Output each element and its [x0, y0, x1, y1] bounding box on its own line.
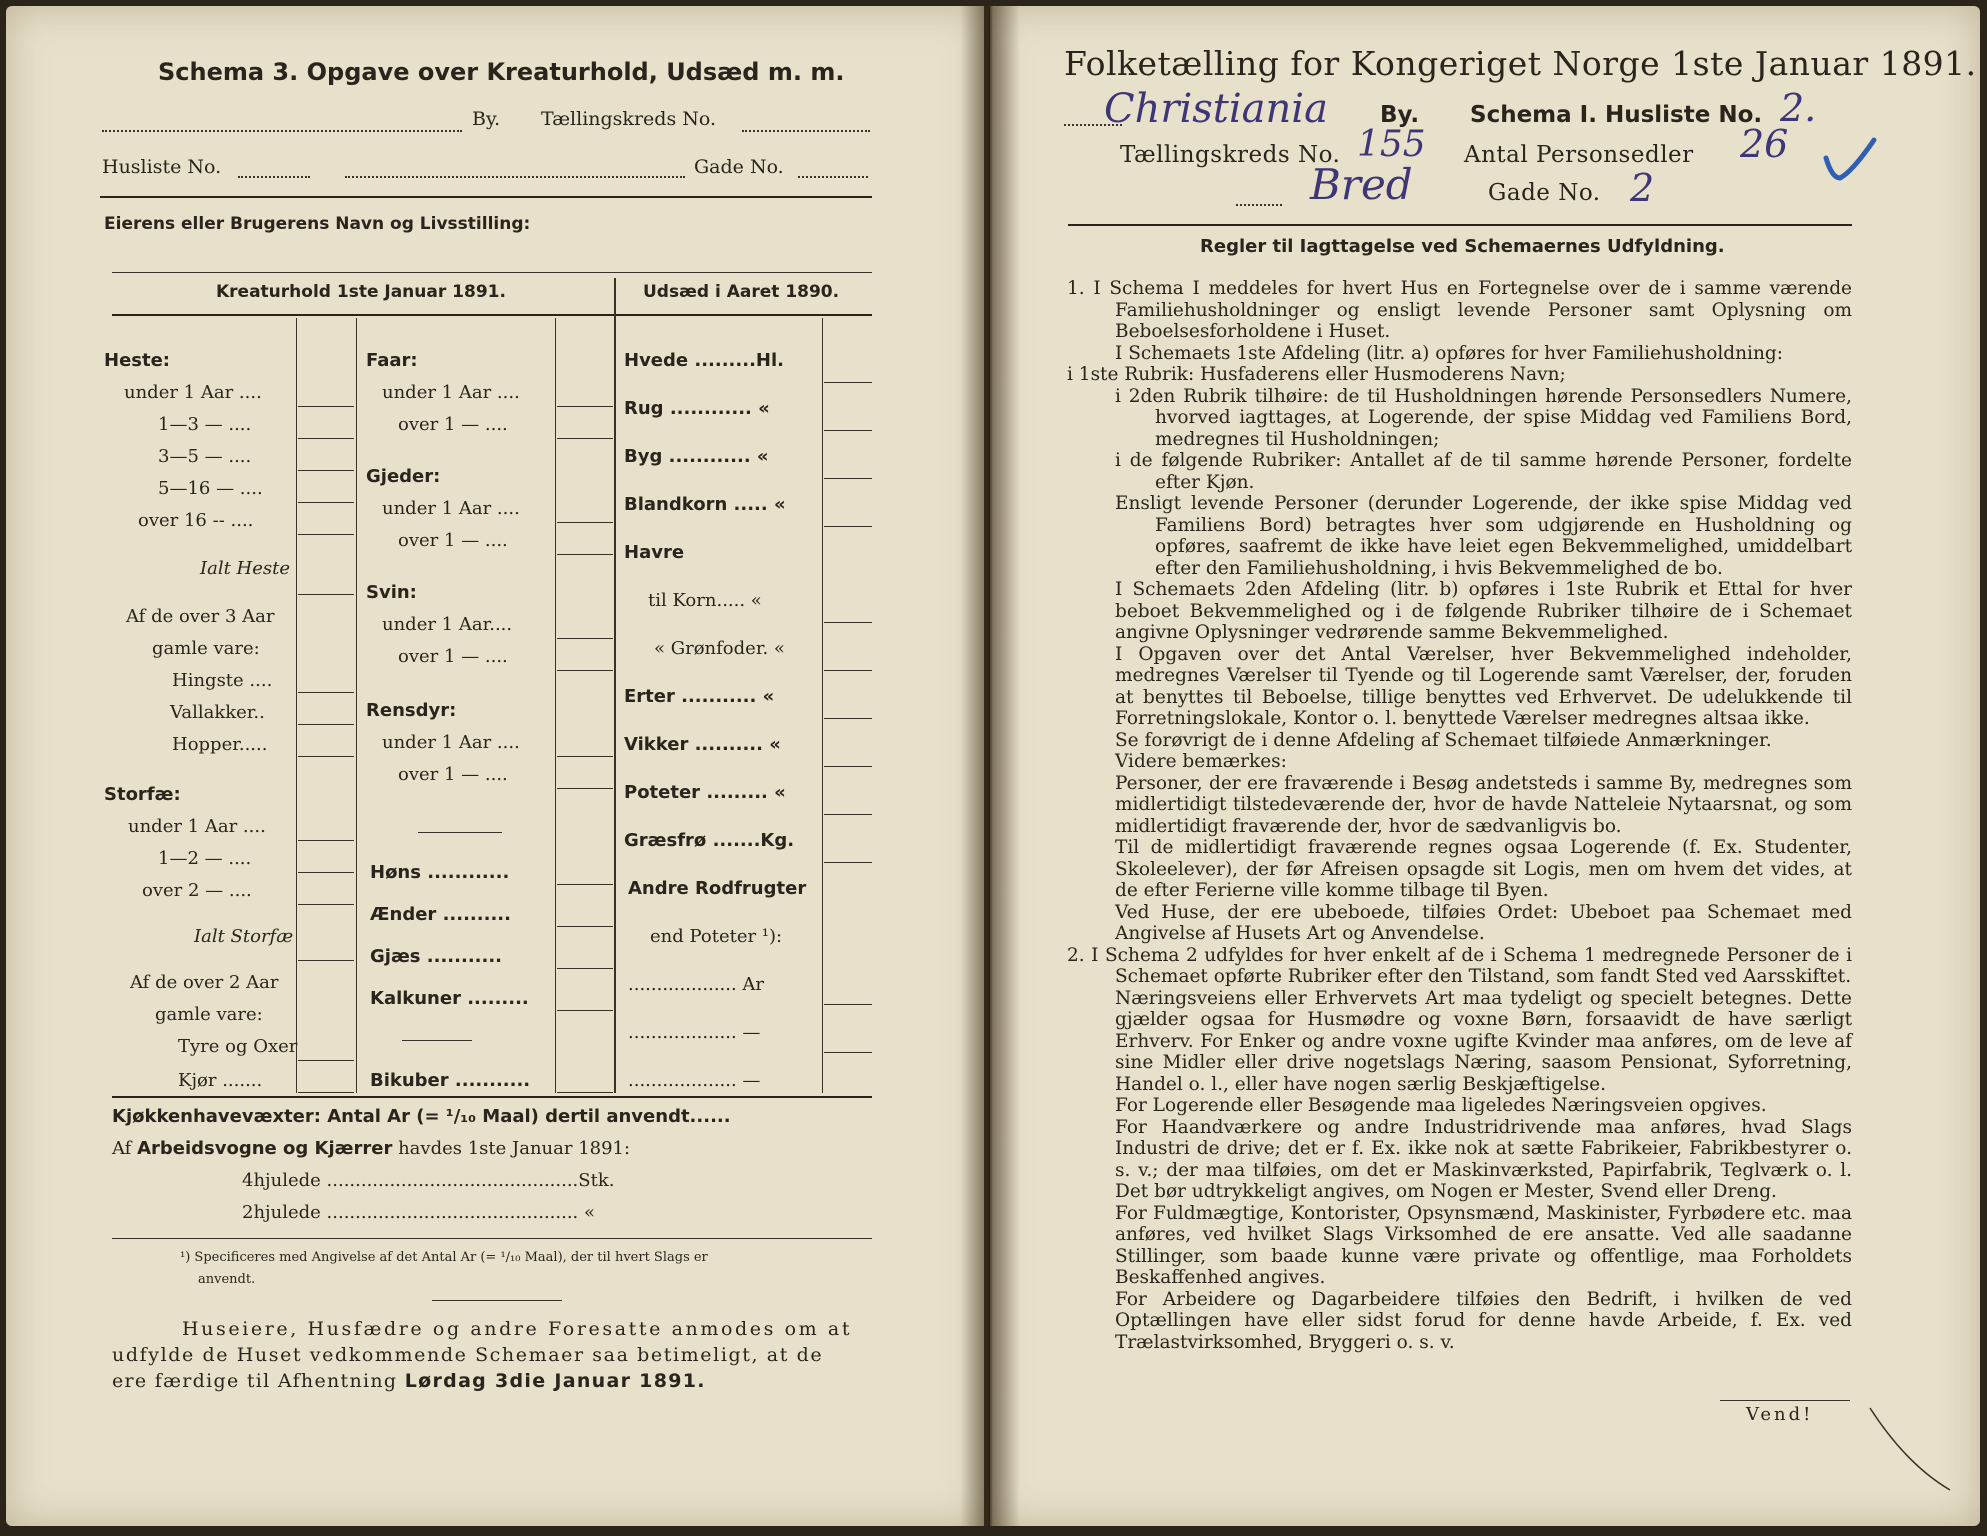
- entry-line: [557, 554, 613, 555]
- arbeidsvogne-pre: Af: [112, 1138, 138, 1159]
- entry-line: [557, 968, 613, 969]
- ar-line: ................... Ar: [628, 974, 765, 995]
- rule-paragraph: i de følgende Rubriker: Antallet af de til samme hørende Personer, fordelte efter Kjøn.: [1115, 450, 1852, 493]
- entry-line: [824, 1052, 872, 1053]
- entry-line: [557, 884, 613, 885]
- rensdyr-row: under 1 Aar ....: [382, 732, 520, 753]
- entry-line: [557, 756, 613, 757]
- closing3-bold: Lørdag 3die Januar 1891.: [404, 1370, 706, 1392]
- entry-line: [298, 534, 354, 535]
- arbeidsvogne-line: [112, 1138, 630, 1159]
- table-header-rule: [112, 314, 872, 316]
- entry-line: [298, 502, 354, 503]
- ialt-heste: Ialt Heste: [200, 558, 291, 579]
- rule-paragraph: For Logerende eller Besøgende maa ligeledes Næringsveien opgives.: [1115, 1095, 1767, 1116]
- by-label-right: By.: [1380, 102, 1420, 128]
- faar-heading: Faar:: [366, 350, 418, 371]
- gjeder-row: over 1 — ....: [398, 530, 508, 551]
- entry-line: [298, 470, 354, 471]
- entry-line: [557, 406, 613, 407]
- rule-paragraph: i 1ste Rubrik: Husfaderens eller Husmoderens Navn;: [1067, 364, 1566, 385]
- entry-line: [557, 522, 613, 523]
- header-rule: [100, 196, 872, 198]
- husliste-handwritten: 2.: [1780, 86, 1817, 130]
- taellingskreds-label-right: Tællingskreds No.: [1120, 142, 1341, 168]
- entry-line: [298, 756, 354, 757]
- by-field: [102, 130, 462, 132]
- storfae-row: over 2 — ....: [142, 880, 252, 901]
- kreaturhold-header: Kreaturhold 1ste Januar 1891.: [216, 282, 506, 302]
- right-header-rule: [1068, 224, 1852, 226]
- entry-line: [824, 814, 872, 815]
- schema1-label: Schema I. Husliste No.: [1470, 102, 1763, 128]
- closing-line1: Huseiere, Husfædre og andre Foresatte anmodes om at: [182, 1318, 853, 1340]
- bikuber-row: Bikuber ...........: [370, 1070, 531, 1091]
- rule-paragraph: For Arbeidere og Dagarbeidere tilføies den Bedrift, i hvilken de ved Optællingen have eller sidst forud for denne havde Arbeide, f. Ex. ved Trælastvirksomhed, Bryggeri o. s. v.: [1115, 1288, 1852, 1353]
- af-over3-line1: Af de over 3 Aar: [126, 606, 275, 627]
- entry-line: [298, 840, 354, 841]
- entry-line: [824, 718, 872, 719]
- to-hjulede-row: 2hjulede ............................................ «: [242, 1202, 596, 1223]
- af-over3-line2: gamle vare:: [152, 638, 260, 659]
- havre-heading: Havre: [624, 542, 685, 563]
- gade-label-right: Gade No.: [1488, 180, 1601, 206]
- by-handwritten: Christiania: [1104, 86, 1328, 132]
- entry-line: [557, 638, 613, 639]
- udsaed-header: Udsæd i Aaret 1890.: [643, 282, 840, 302]
- page-fold: [960, 6, 1020, 1526]
- blandkorn-row: Blandkorn ..... «: [624, 494, 786, 515]
- rug-row: Rug ............ «: [624, 398, 770, 419]
- col3-value-line: [822, 318, 823, 1093]
- rule-paragraph: For Fuldmægtige, Kontorister, Opsynsmænd, Maskinister, Fyrbødere etc. maa anføres, ved hvilket Slags Virksomhed de ere ansatte. Ved alle saadanne Stillinger, som baade kunne være private og offentlige, maa Forholdets Beskaffenhed angives.: [1115, 1202, 1852, 1288]
- af-over2-line2: gamle vare:: [155, 1004, 263, 1025]
- table-divider: [614, 278, 616, 1093]
- end-poteter: end Poteter ¹):: [650, 926, 783, 947]
- closing-line2: udfylde de Huset vedkommende Schemaer saa betimeligt, at de: [112, 1344, 824, 1366]
- aender-row: Ænder ..........: [370, 904, 511, 925]
- gjeder-row: under 1 Aar ....: [382, 498, 520, 519]
- rule-paragraph: I Schemaets 1ste Afdeling (litr. a) opføres for hver Familiehusholdning:: [1115, 342, 1783, 364]
- table-bottom-rule: [112, 1096, 872, 1098]
- entry-line: [298, 904, 354, 905]
- hvede-row: Hvede .........Hl.: [624, 350, 784, 371]
- separator: [402, 1040, 472, 1041]
- rule-paragraph: Til de midlertidigt fraværende regnes ogsaa Logerende (f. Ex. Studenter, Skoleelever), der før Afreisen opsagde sit Logis, men om hvem det vides, at de efter Ferierne ville komme tilbage til Byen.: [1115, 837, 1852, 901]
- fire-hjulede-row: 4hjulede ............................................Stk.: [242, 1170, 615, 1191]
- rule-paragraph: 2. I Schema 2 udfyldes for hver enkelt af de i Schema 1 medregnede Personer de i Schemaet opførte Rubriker efter den Tilstand, som fandt Sted ved Aarsskiftet.: [1067, 944, 1852, 987]
- rule-paragraph: Ensligt levende Personer (derunder Logerende, der ikke spise Middag ved Familiens Bord) betragtes hver som udgjørende en Husholdning og opføres, saafremt de ikke have leiet egen Bekvemmelighed, umiddelbart efter den Familiehusholdning, i hvis Bekvemmelighed de bo.: [1115, 493, 1852, 579]
- faar-row: under 1 Aar ....: [382, 382, 520, 403]
- entry-line: [298, 724, 354, 725]
- storfae-row: 1—2 — ....: [158, 848, 252, 869]
- entry-line: [298, 1060, 354, 1061]
- rules-title: Regler til Iagttagelse ved Schemaernes Udfyldning.: [1200, 236, 1725, 257]
- gronfoder-row: « Grønfoder. «: [654, 638, 785, 659]
- closing3-pre: ere færdige til Afhentning: [112, 1370, 405, 1392]
- entry-line: [557, 1010, 613, 1011]
- entry-line: [298, 406, 354, 407]
- poteter-row: Poteter ......... «: [624, 782, 786, 803]
- page-corner-crease: [1866, 1404, 1956, 1494]
- storfae-heading: Storfæ:: [104, 784, 181, 805]
- taellingskreds-label: Tællingskreds No.: [541, 108, 716, 130]
- entry-line: [824, 382, 872, 383]
- husliste-label: Husliste No.: [102, 156, 222, 178]
- entry-line: [298, 692, 354, 693]
- heste-row: under 1 Aar ....: [124, 382, 262, 403]
- closing-line3: [112, 1370, 706, 1392]
- husliste-field: [238, 176, 310, 178]
- entry-line: [824, 430, 872, 431]
- entry-line: [824, 862, 872, 863]
- rule-paragraph: Næringsveiens eller Erhvervets Art maa tydeligt og specielt betegnes. Dette gjælder ogsaa for Husmødre og voxne Børn, forsaavidt de have særligt Erhverv. For Enker og andre voxne ugifte Kvinder maa anføres, om de leve af sine Midler eller drive nogetslags Næring, saasom Pensionat, Syforretning, Handel o. l., eller have nogen særlig Beskjæftigelse.: [1115, 987, 1852, 1095]
- kalkuner-row: Kalkuner .........: [370, 988, 529, 1009]
- kjokkenhavevaexter: [112, 1106, 731, 1127]
- rule-paragraph: I Opgaven over det Antal Værelser, hver Bekvemmelighed indeholder, medregnes Værelser til Tyende og til Logerende samt Værelser, der, foruden at benyttes til Beboelse, tillige benyttes ved Erhvervet. De udelukkende til Forretningslokale, Kontor o. l. benyttede Værelser medregnes altsaa ikke.: [1115, 643, 1852, 729]
- gjeder-heading: Gjeder:: [366, 466, 441, 487]
- hingste-row: Hingste ....: [172, 670, 273, 691]
- eierens-label: Eierens eller Brugerens Navn og Livsstilling:: [104, 214, 531, 234]
- rule-paragraph: 1. I Schema I meddeles for hvert Hus en Fortegnelse over de i samme værende Familiehusholdninger og ensligt levende Personer samt Oplysning om Beboelsesforholdene i Huset.: [1067, 278, 1852, 342]
- gade-no-field: [798, 176, 868, 178]
- rule-paragraph: Se forøvrigt de i denne Afdeling af Schemaet tilføiede Anmærkninger.: [1115, 729, 1772, 751]
- vend-rule: [1720, 1400, 1850, 1401]
- tyre-row: Tyre og Oxer: [178, 1036, 298, 1057]
- rule-paragraph: Personer, der ere fraværende i Besøg andetsteds i samme By, medregnes som midlertidigt tilstedeværende der, hvor de havde Natteleie Nytaarsnat, og som midlertidigt fraværende der, hvor de sædvanligvis bo.: [1115, 772, 1852, 837]
- heste-row: 5—16 — ....: [158, 478, 263, 499]
- andre-rodfrugter: Andre Rodfrugter: [628, 878, 807, 899]
- entry-line: [824, 766, 872, 767]
- rensdyr-row: over 1 — ....: [398, 764, 508, 785]
- entry-line: [824, 622, 872, 623]
- gade-field-lead: [1236, 204, 1282, 206]
- short-rule: [432, 1300, 562, 1301]
- entry-line: [557, 1092, 613, 1093]
- entry-line: [298, 872, 354, 873]
- entry-line: [824, 526, 872, 527]
- vend-label: Vend!: [1746, 1404, 1814, 1425]
- entry-line: [557, 438, 613, 439]
- entry-line: [557, 926, 613, 927]
- svin-row: over 1 — ....: [398, 646, 508, 667]
- gade-handwritten: Bred: [1310, 160, 1413, 209]
- entry-line: [298, 438, 354, 439]
- entry-line: [557, 670, 613, 671]
- separator: [418, 832, 502, 833]
- entry-line: [824, 670, 872, 671]
- rule-paragraph: Videre bemærkes:: [1115, 751, 1287, 772]
- col1-value-line: [296, 318, 297, 1093]
- erter-row: Erter ........... «: [624, 686, 775, 707]
- byg-row: Byg ............ «: [624, 446, 769, 467]
- gade-label: Gade No.: [694, 156, 784, 178]
- storfae-row: under 1 Aar ....: [128, 816, 266, 837]
- check-mark-icon: [1822, 134, 1882, 184]
- arbeidsvogne-post: havdes 1ste Januar 1891:: [392, 1138, 631, 1159]
- antal-handwritten: 26: [1740, 122, 1789, 166]
- taellingskreds-field: [742, 130, 870, 132]
- svin-row: under 1 Aar....: [382, 614, 513, 635]
- antal-label: Antal Personsedler: [1464, 142, 1694, 168]
- af-over2-line1: Af de over 2 Aar: [130, 972, 279, 993]
- heste-row: over 16 -- ....: [138, 510, 254, 531]
- table-top-rule: [112, 272, 872, 273]
- heste-row: 3—5 — ....: [158, 446, 252, 467]
- rule-paragraph: i 2den Rubrik tilhøire: de til Husholdningen hørende Personsedlers Numere, hvorved iagttages, at Logerende, der spise Middag ved Familiens Bord, medregnes til Husholdningen;: [1115, 385, 1852, 450]
- rules-text: [1067, 278, 1852, 1353]
- rule-paragraph: I Schemaets 2den Afdeling (litr. b) opføres i 1ste Rubrik et Ettal for hver beboet Bekvemmelighed og i de følgende Rubriker tilhøire de i Schemaet angivne Oplysninger vedrørende samme Bekvemmelighed.: [1115, 579, 1852, 643]
- footnote-line2: anvendt.: [198, 1272, 256, 1287]
- kjokken-text: Kjøkkenhavevæxter: Antal Ar (= ¹/₁₀ Maal) dertil anvendt......: [112, 1106, 731, 1127]
- census-title: Folketælling for Kongeriget Norge 1ste Januar 1891.: [1064, 44, 1977, 83]
- heste-row: 1—3 — ....: [158, 414, 252, 435]
- rensdyr-heading: Rensdyr:: [366, 700, 457, 721]
- col2-value-line: [555, 318, 556, 1093]
- footnote-rule: [112, 1238, 872, 1239]
- arbeidsvogne-bold: Arbeidsvogne og Kjærrer: [137, 1138, 393, 1159]
- entry-line: [557, 788, 613, 789]
- kjor-row: Kjør .......: [178, 1070, 263, 1091]
- vikker-row: Vikker .......... «: [624, 734, 781, 755]
- heste-heading: Heste:: [104, 350, 170, 371]
- svin-heading: Svin:: [366, 582, 417, 603]
- col1-right-line: [356, 318, 357, 1093]
- gade-name-field: [345, 176, 685, 178]
- entry-line: [824, 478, 872, 479]
- by-label: By.: [472, 108, 501, 130]
- footnote-line1: ¹) Specificeres med Angivelse af det Antal Ar (= ¹/₁₀ Maal), der til hvert Slags er: [180, 1250, 708, 1265]
- faar-row: over 1 — ....: [398, 414, 508, 435]
- gade-no-handwritten: 2: [1630, 166, 1655, 210]
- hons-row: Høns ............: [370, 862, 510, 883]
- hopper-row: Hopper.....: [172, 734, 268, 755]
- gjaes-row: Gjæs ...........: [370, 946, 503, 967]
- entry-line: [824, 1004, 872, 1005]
- entry-line: [298, 1092, 354, 1093]
- rule-paragraph: For Haandværkere og andre Industridrivende maa anføres, hvad Slags Industri de drive; det er f. Ex. ikke nok at sætte Fabrikeier, Fabrikbestyrer o. s. v.; der maa tilføies, om det er Maskinværksted, Papirfabrik, Teglværk o. l. Det bør udtrykkeligt angives, om Nogen er Mester, Svend eller Dreng.: [1115, 1116, 1852, 1202]
- ialt-storfae: Ialt Storfæ: [194, 926, 294, 947]
- vallakker-row: Vallakker..: [170, 702, 265, 723]
- entry-line: [298, 594, 354, 595]
- taellingskreds-handwritten: 155: [1357, 124, 1426, 165]
- til-korn-row: til Korn..... «: [648, 590, 762, 611]
- rule-paragraph: Ved Huse, der ere ubeboede, tilføies Ordet: Ubeboet paa Schemaet med Angivelse af Husets Art og Anvendelse.: [1115, 901, 1852, 944]
- entry-line: [298, 960, 354, 961]
- dash-line: ................... —: [628, 1070, 761, 1091]
- dash-line: ................... —: [628, 1022, 761, 1043]
- graesfro-row: Græsfrø .......Kg.: [624, 830, 795, 851]
- schema3-title: Schema 3. Opgave over Kreaturhold, Udsæd m. m.: [158, 58, 845, 86]
